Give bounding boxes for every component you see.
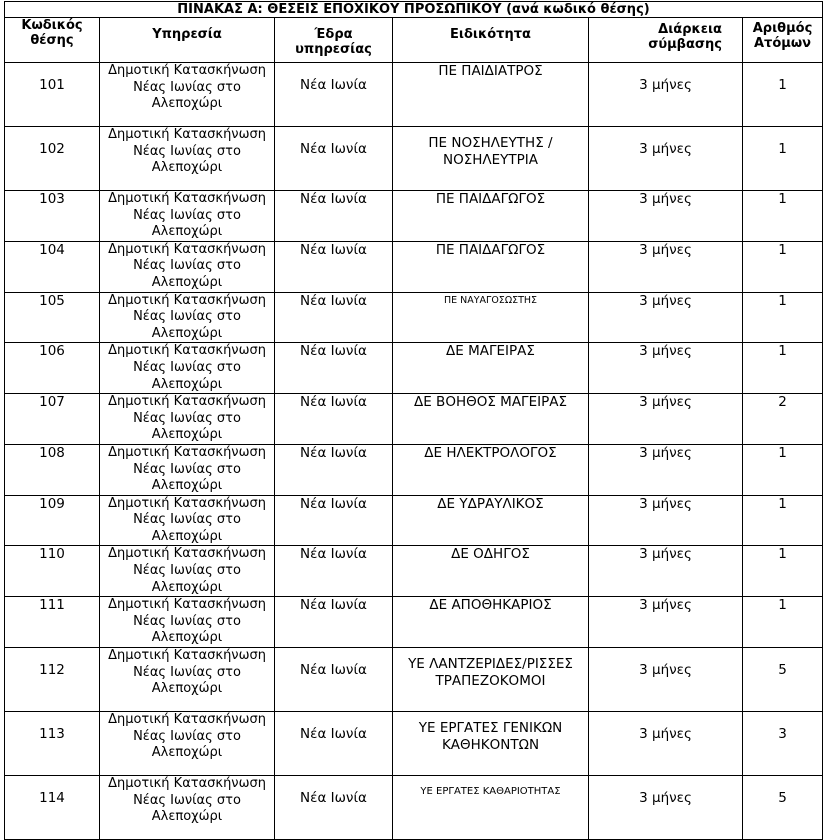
cell-code: 101 [5, 63, 100, 127]
cell-specialty: ΠΕ ΝΟΣΗΛΕΥΤΗΣ / ΝΟΣΗΛΕΥΤΡΙΑ [393, 127, 589, 191]
cell-code: 105 [5, 292, 100, 343]
cell-service: Δημοτική Κατασκήνωση Νέας Ιωνίας στο Αλεποχώρι [100, 394, 275, 445]
cell-specialty: ΔΕ ΥΔΡΑΥΛΙΚΟΣ [393, 495, 589, 546]
cell-service: Δημοτική Κατασκήνωση Νέας Ιωνίας στο Αλεποχώρι [100, 127, 275, 191]
cell-code: 108 [5, 444, 100, 495]
cell-code: 104 [5, 241, 100, 292]
cell-code: 112 [5, 648, 100, 712]
cell-duration: 3 μήνες [589, 776, 743, 840]
table-row [5, 241, 823, 292]
cell-count: 2 [743, 394, 823, 445]
table-row [5, 546, 823, 597]
cell-code: 114 [5, 776, 100, 840]
cell-seat: Νέα Ιωνία [275, 712, 393, 776]
cell-service: Δημοτική Κατασκήνωση Νέας Ιωνίας στο Αλεποχώρι [100, 343, 275, 394]
cell-code: 110 [5, 546, 100, 597]
cell-count: 3 [743, 712, 823, 776]
cell-service: Δημοτική Κατασκήνωση Νέας Ιωνίας στο Αλεποχώρι [100, 648, 275, 712]
cell-specialty: ΥΕ ΕΡΓΑΤΕΣ ΓΕΝΙΚΩΝ ΚΑΘΗΚΟΝΤΩΝ [393, 712, 589, 776]
cell-service: Δημοτική Κατασκήνωση Νέας Ιωνίας στο Αλεποχώρι [100, 495, 275, 546]
table-row [5, 191, 823, 242]
table-row [5, 776, 823, 840]
cell-service: Δημοτική Κατασκήνωση Νέας Ιωνίας στο Αλεποχώρι [100, 292, 275, 343]
table-row [5, 394, 823, 445]
table-row [5, 127, 823, 191]
cell-seat: Νέα Ιωνία [275, 597, 393, 648]
cell-count: 1 [743, 495, 823, 546]
cell-duration: 3 μήνες [589, 648, 743, 712]
cell-seat: Νέα Ιωνία [275, 648, 393, 712]
cell-specialty: ΥΕ ΕΡΓΑΤΕΣ ΚΑΘΑΡΙΟΤΗΤΑΣ [393, 776, 589, 840]
cell-seat: Νέα Ιωνία [275, 444, 393, 495]
cell-service: Δημοτική Κατασκήνωση Νέας Ιωνίας στο Αλεποχώρι [100, 712, 275, 776]
cell-duration: 3 μήνες [589, 495, 743, 546]
document [4, 1, 823, 840]
cell-seat: Νέα Ιωνία [275, 546, 393, 597]
cell-count: 1 [743, 241, 823, 292]
cell-specialty: ΥΕ ΛΑΝΤΖΕΡΙΔΕΣ/ΡΙΣΣΕΣ ΤΡΑΠΕΖΟΚΟΜΟΙ [393, 648, 589, 712]
cell-service: Δημοτική Κατασκήνωση Νέας Ιωνίας στο Αλεποχώρι [100, 191, 275, 242]
cell-code: 107 [5, 394, 100, 445]
cell-duration: 3 μήνες [589, 546, 743, 597]
cell-duration: 3 μήνες [589, 597, 743, 648]
table-row [5, 292, 823, 343]
cell-seat: Νέα Ιωνία [275, 191, 393, 242]
cell-count: 5 [743, 776, 823, 840]
positions-table [4, 1, 823, 840]
cell-count: 1 [743, 343, 823, 394]
table-row [5, 343, 823, 394]
cell-seat: Νέα Ιωνία [275, 495, 393, 546]
cell-count: 1 [743, 127, 823, 191]
cell-duration: 3 μήνες [589, 241, 743, 292]
header-specialty: Ειδικότητα [393, 18, 589, 63]
cell-count: 1 [743, 546, 823, 597]
cell-count: 1 [743, 191, 823, 242]
cell-duration: 3 μήνες [589, 343, 743, 394]
table-row [5, 63, 823, 127]
cell-specialty: ΠΕ ΠΑΙΔΑΓΩΓΟΣ [393, 191, 589, 242]
cell-count: 1 [743, 597, 823, 648]
cell-duration: 3 μήνες [589, 191, 743, 242]
cell-duration: 3 μήνες [589, 712, 743, 776]
cell-service: Δημοτική Κατασκήνωση Νέας Ιωνίας στο Αλεποχώρι [100, 444, 275, 495]
cell-duration: 3 μήνες [589, 444, 743, 495]
cell-service: Δημοτική Κατασκήνωση Νέας Ιωνίας στο Αλεποχώρι [100, 776, 275, 840]
cell-seat: Νέα Ιωνία [275, 241, 393, 292]
table-row [5, 712, 823, 776]
table-row [5, 597, 823, 648]
cell-code: 102 [5, 127, 100, 191]
cell-duration: 3 μήνες [589, 292, 743, 343]
header-count: Αριθμός Ατόμων [743, 18, 823, 63]
cell-code: 109 [5, 495, 100, 546]
cell-duration: 3 μήνες [589, 63, 743, 127]
cell-specialty: ΔΕ ΜΑΓΕΙΡΑΣ [393, 343, 589, 394]
cell-specialty: ΠΕ ΠΑΙΔΑΓΩΓΟΣ [393, 241, 589, 292]
cell-duration: 3 μήνες [589, 127, 743, 191]
table-row [5, 648, 823, 712]
table-row [5, 495, 823, 546]
cell-specialty: ΠΕ ΠΑΙΔΙΑΤΡΟΣ [393, 63, 589, 127]
cell-specialty: ΔΕ ΑΠΟΘΗΚΑΡΙΟΣ [393, 597, 589, 648]
cell-service: Δημοτική Κατασκήνωση Νέας Ιωνίας στο Αλεποχώρι [100, 241, 275, 292]
cell-count: 1 [743, 63, 823, 127]
cell-service: Δημοτική Κατασκήνωση Νέας Ιωνίας στο Αλεποχώρι [100, 597, 275, 648]
cell-code: 106 [5, 343, 100, 394]
cell-specialty: ΔΕ ΗΛΕΚΤΡΟΛΟΓΟΣ [393, 444, 589, 495]
cell-seat: Νέα Ιωνία [275, 343, 393, 394]
cell-seat: Νέα Ιωνία [275, 394, 393, 445]
cell-duration: 3 μήνες [589, 394, 743, 445]
cell-code: 103 [5, 191, 100, 242]
cell-specialty: ΔΕ ΒΟΗΘΟΣ ΜΑΓΕΙΡΑΣ [393, 394, 589, 445]
cell-seat: Νέα Ιωνία [275, 292, 393, 343]
cell-code: 111 [5, 597, 100, 648]
cell-service: Δημοτική Κατασκήνωση Νέας Ιωνίας στο Αλεποχώρι [100, 63, 275, 127]
header-code: Κωδικός θέσης [5, 18, 100, 63]
cell-count: 1 [743, 292, 823, 343]
header-seat: Έδρα υπηρεσίας [275, 18, 393, 63]
cell-specialty: ΠΕ ΝΑΥΑΓΟΣΩΣΤΗΣ [393, 292, 589, 343]
table-row [5, 444, 823, 495]
cell-service: Δημοτική Κατασκήνωση Νέας Ιωνίας στο Αλεποχώρι [100, 546, 275, 597]
cell-seat: Νέα Ιωνία [275, 127, 393, 191]
cell-specialty: ΔΕ ΟΔΗΓΟΣ [393, 546, 589, 597]
cell-seat: Νέα Ιωνία [275, 776, 393, 840]
header-row [5, 18, 823, 63]
cell-code: 113 [5, 712, 100, 776]
cell-count: 1 [743, 444, 823, 495]
header-duration: Διάρκεια σύμβασης [589, 18, 743, 63]
table-title: ΠΙΝΑΚΑΣ Α: ΘΕΣΕΙΣ ΕΠΟΧΙΚΟΥ ΠΡΟΣΩΠΙΚΟΥ (ανά κωδικό θέσης) [5, 2, 823, 18]
cell-seat: Νέα Ιωνία [275, 63, 393, 127]
header-service: Υπηρεσία [100, 18, 275, 63]
cell-count: 5 [743, 648, 823, 712]
